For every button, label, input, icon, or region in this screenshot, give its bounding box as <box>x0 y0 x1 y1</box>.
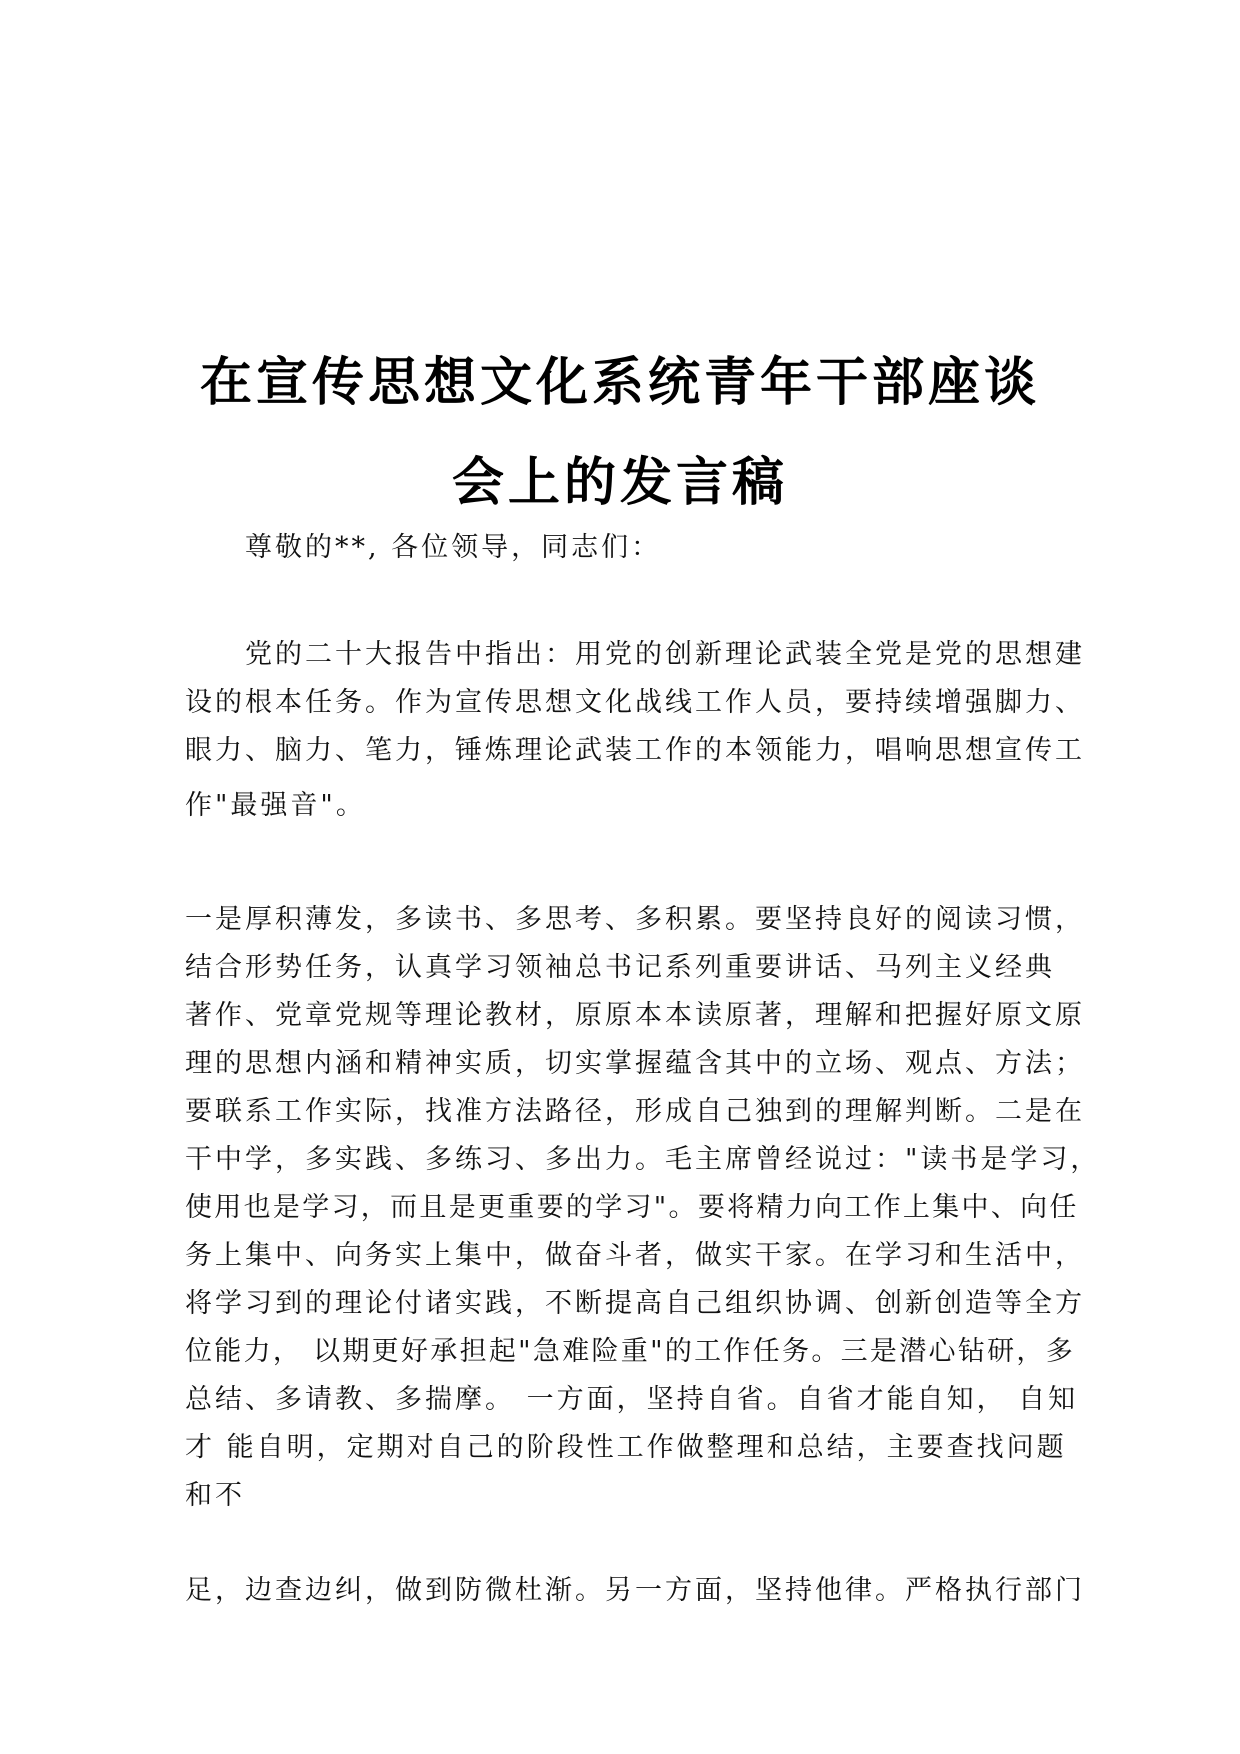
intro-line: 设的根本任务。作为宣传思想文化战线工作人员，要持续增强脚力、 <box>185 687 1085 718</box>
body-line: 将学习到的理论付诸实践，不断提高自己组织协调、创新创造等全方 <box>185 1288 1085 1319</box>
body-line: 和不 <box>185 1480 245 1511</box>
body-line: 结合形势任务，认真学习领袖总书记系列重要讲话、马列主义经典 <box>185 952 1055 983</box>
intro-line: 党的二十大报告中指出：用党的创新理论武装全党是党的思想建 <box>245 639 1085 670</box>
body-line: 总结、多请教、多揣摩。 一方面，坚持自省。自省才能自知， 自知 <box>185 1384 1079 1415</box>
body-line: 位能力， 以期更好承担起"急难险重"的工作任务。三是潜心钻研，多 <box>185 1336 1076 1367</box>
continued-line: 足，边查边纠，做到防微杜渐。另一方面，坚持他律。严格执行部门 <box>185 1575 1085 1606</box>
intro-line: 作"最强音"。 <box>185 790 366 821</box>
body-line: 理的思想内涵和精神实质，切实掌握蕴含其中的立场、观点、方法； <box>185 1048 1085 1079</box>
body-line: 要联系工作实际，找准方法路径，形成自己独到的理解判断。二是在 <box>185 1096 1085 1127</box>
document-title-line-2: 会上的发言稿 <box>451 453 788 513</box>
intro-line: 眼力、脑力、笔力，锤炼理论武装工作的本领能力，唱响思想宣传工 <box>185 735 1085 766</box>
body-line: 才 能自明，定期对自己的阶段性工作做整理和总结，主要查找问题 <box>185 1432 1067 1463</box>
body-line: 使用也是学习，而且是更重要的学习"。要将精力向工作上集中、向任 <box>185 1192 1079 1223</box>
salutation: 尊敬的**, 各位领导，同志们： <box>245 532 662 563</box>
body-line: 干中学，多实践、多练习、多出力。毛主席曾经说过："读书是学习， <box>185 1144 1101 1175</box>
body-line: 一是厚积薄发，多读书、多思考、多积累。要坚持良好的阅读习惯， <box>185 904 1085 935</box>
body-line: 著作、党章党规等理论教材，原原本本读原著，理解和把握好原文原 <box>185 1000 1085 1031</box>
body-line: 务上集中、向务实上集中，做奋斗者，做实干家。在学习和生活中， <box>185 1240 1085 1271</box>
document-title-line-1: 在宣传思想文化系统青年干部座谈 <box>199 353 1040 413</box>
